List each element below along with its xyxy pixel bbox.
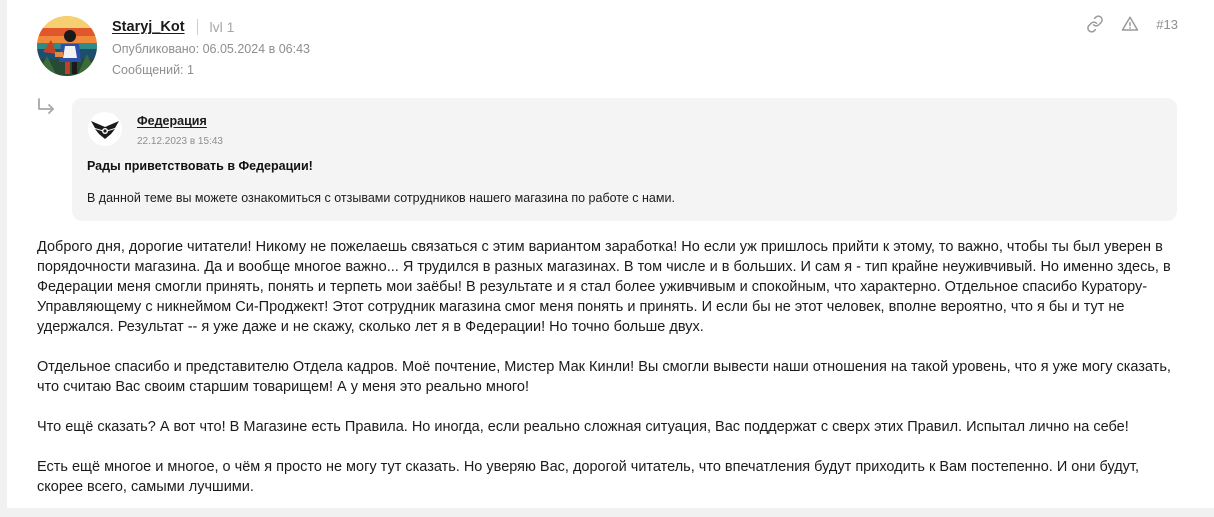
body-paragraph: Есть ещё многое и многое, о чём я просто не могу тут сказать. Но уверяю Вас, дорогой читатель, что впечатления будут приходить к Вам постепенно. И они будут, скорее всего, самыми лучшими. bbox=[37, 459, 1139, 495]
author-avatar[interactable] bbox=[37, 16, 97, 76]
author-line bbox=[112, 17, 234, 37]
body-paragraph: Что ещё сказать? А вот что! В Магазине есть Правила. Но иногда, если реально сложная ситуация, Вас поддержат с сверх этих Правил. Испытал лично на себе! bbox=[37, 419, 1129, 435]
divider bbox=[197, 19, 198, 35]
link-icon[interactable] bbox=[1085, 14, 1105, 34]
reply-arrow-icon bbox=[35, 96, 57, 118]
body-paragraph: Доброго дня, дорогие читатели! Никому не пожелаешь связаться с этим вариантом заработка! Но если уж пришлось прийти к этому, то важно, чтобы ты был уверен в порядочности магазина. Да и вообще многое важно... Я трудился в разных магазинах. В том числе и в больших. И сам я - тип крайне неуживчивый. Но именно здесь, в Федерации меня смогли принять, понять и терпеть мои заёбы! В результате и я стал более уживчивым и спокойным, что характерно. Отдельное спасибо Куратору-Управляющему с никнеймом Си-Проджект! Этот сотрудник магазина смог меня понять и принять. И если бы не этот человек, вполне вероятно, что я бы и тут не удержался. Результат -- я уже даже и не скажу, сколько лет я в Федерации! Но точно больше двух. bbox=[37, 239, 1171, 335]
quote-text: В данной теме вы можете ознакомиться с отзывами сотрудников нашего магазина по работе с нами. bbox=[87, 191, 675, 205]
body-paragraph: Отдельное спасибо и представителю Отдела кадров. Моё почтение, Мистер Мак Кинли! Вы смогли вывести наши отношения на такой уровень, что я уже могу сказать, что считаю Вас своим старшим товарищем! А у меня это реально много! bbox=[37, 359, 1171, 395]
quote-title: Рады приветствовать в Федерации! bbox=[87, 159, 313, 173]
author-level: lvl 1 bbox=[209, 19, 235, 35]
quote-author-avatar[interactable] bbox=[88, 112, 122, 146]
quote-date: 22.12.2023 в 15:43 bbox=[137, 136, 223, 147]
messages-count: Сообщений: 1 bbox=[112, 63, 194, 77]
published-date: Опубликовано: 06.05.2024 в 06:43 bbox=[112, 42, 310, 56]
quote-author-name-link[interactable]: Федерация bbox=[137, 114, 207, 128]
quoted-message bbox=[72, 98, 1177, 221]
post-card bbox=[7, 0, 1214, 508]
author-name-link[interactable]: Staryj_Kot bbox=[112, 19, 185, 35]
federation-logo-icon bbox=[90, 118, 120, 140]
post-actions bbox=[1070, 14, 1178, 34]
post-body bbox=[37, 237, 1177, 517]
post-number-link[interactable]: #13 bbox=[1156, 16, 1178, 32]
warning-icon[interactable] bbox=[1120, 14, 1140, 34]
